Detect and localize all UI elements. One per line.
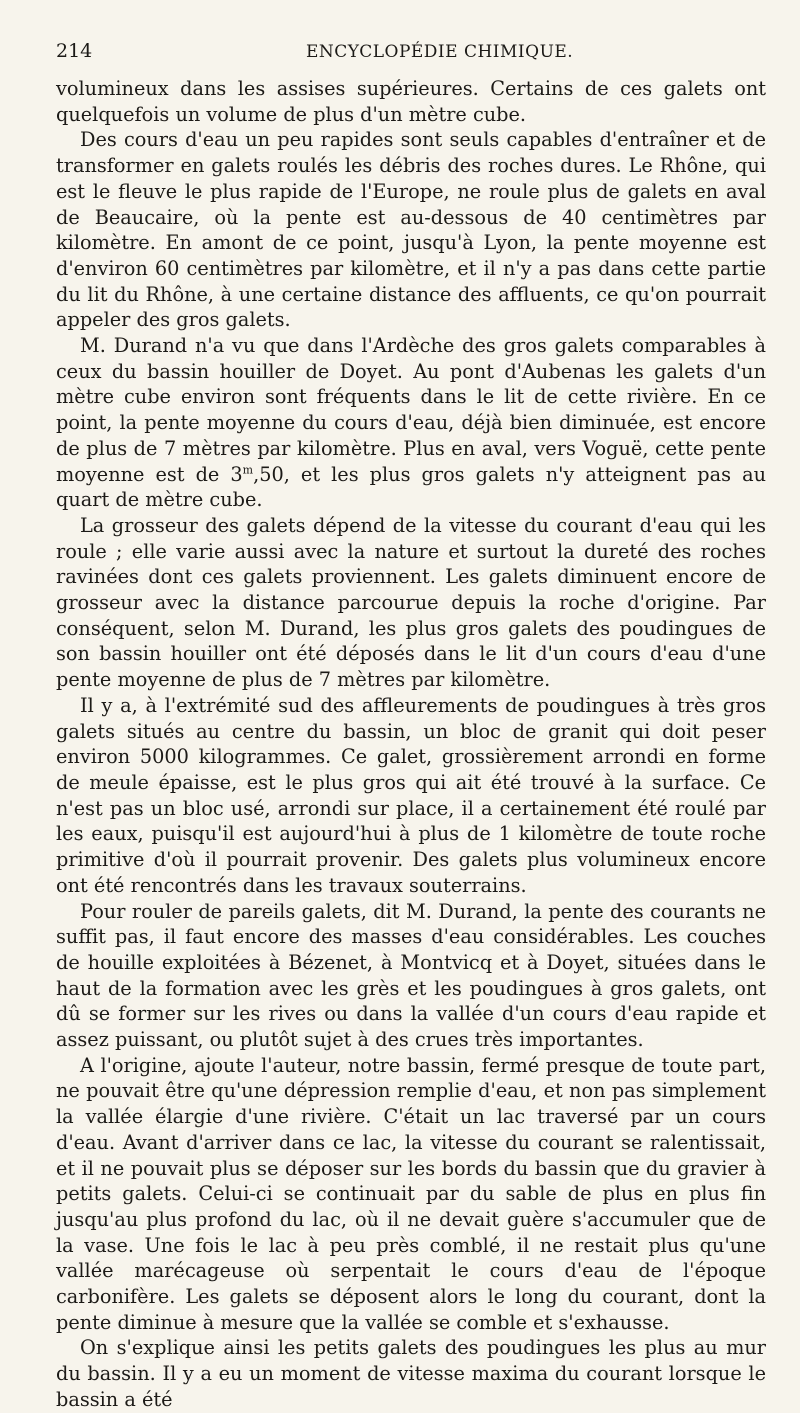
- page-number: 214: [56, 40, 93, 62]
- paragraph: Il y a, à l'extrémité sud des affleurements de poudingues à très gros galets situés au centre du bassin, un bloc de granit qui doit peser environ 5000 kilogrammes. Ce galet, grossièrement arrondi en forme de meule épaisse, est le plus gros qui ait été trouvé à la surface. Ce n'est pas un bloc usé, arrondi sur place, il a certainement été roulé par les eaux, puisqu'il est aujourd'hui à plus de 1 kilomètre de toute roche primitive d'où il pourrait provenir. Des galets plus volumineux encore ont été rencontrés dans les travaux souterrains.: [56, 693, 766, 897]
- paragraph: A l'origine, ajoute l'auteur, notre bassin, fermé presque de toute part, ne pouvait être qu'une dépression remplie d'eau, et non pas simplement la vallée élargie d'une rivière. C'était un lac traversé par un cours d'eau. Avant d'arriver dans ce lac, la vitesse du courant se ralentissait, et il ne pouvait plus se déposer sur les bords du bassin que du gravier à petits galets. Celui-ci se continuait par du sable de plus en plus fin jusqu'au plus profond du lac, où il ne devait guère s'accumuler que de la vase. Une fois le lac à peu près comblé, il ne restait plus qu'une vallée marécageuse où serpentait le cours d'eau de l'époque carbonifère. Les galets se déposent alors le long du courant, dont la pente diminue à mesure que la vallée se comble et s'exhausse.: [56, 1053, 766, 1334]
- paragraph-text-before: M. Durand n'a vu que dans l'Ardèche des gros galets comparables à ceux du bassin houiller de Doyet. Au pont d'Aubenas les galets d'un mètre cube environ sont fréquents dans le lit de cette rivière. En ce point, la pente moyenne du cours d'eau, déjà bien diminuée, est encore de plus de 7 mètres par kilomètre. Plus en aval, vers Voguë, cette pente moyenne est de 3: [56, 334, 766, 486]
- paragraph: Pour rouler de pareils galets, dit M. Durand, la pente des courants ne suffit pas, il faut encore des masses d'eau considérables. Les couches de houille exploitées à Bézenet, à Montvicq et à Doyet, situées dans le haut de la formation avec les grès et les poudingues à gros galets, ont dû se former sur les rives ou dans la vallée d'un cours d'eau rapide et assez puissant, ou plutôt sujet à des crues très importantes.: [56, 899, 766, 1052]
- paragraph: On s'explique ainsi les petits galets des poudingues les plus au mur du bassin. Il y a eu un moment de vitesse maxima du courant lorsque le bassin a été: [56, 1336, 766, 1411]
- paragraph: [56, 333, 766, 513]
- paragraph: La grosseur des galets dépend de la vitesse du courant d'eau qui les roule ; elle varie aussi avec la nature et surtout la dureté des roches ravinées dont ces galets proviennent. Les galets diminuent encore de grosseur avec la distance parcourue depuis la roche d'origine. Par conséquent, selon M. Durand, les plus gros galets des poudingues de son bassin houiller ont été déposés dans le lit d'un cours d'eau d'une pente moyenne de plus de 7 mètres par kilomètre.: [56, 513, 766, 692]
- paragraph: volumineux dans les assises supérieures. Certains de ces galets ont quelquefois un volume de plus d'un mètre cube.: [56, 77, 766, 126]
- page-header: [56, 40, 766, 62]
- paragraph-text-after: ,50, et les plus gros galets n'y atteignent pas au quart de mètre cube.: [56, 462, 766, 512]
- unit-superscript: m: [242, 463, 254, 477]
- body-text: [56, 76, 766, 1413]
- paragraph: Des cours d'eau un peu rapides sont seuls capables d'entraîner et de transformer en galets roulés les débris des roches dures. Le Rhône, qui est le fleuve le plus rapide de l'Europe, ne roule plus de galets en aval de Beaucaire, où la pente est au-dessous de 40 centimètres par kilomètre. En amont de ce point, jusqu'à Lyon, la pente moyenne est d'environ 60 centimètres par kilomètre, et il n'y a pas dans cette partie du lit du Rhône, à une certaine distance des affluents, ce qu'on pourrait appeler des gros galets.: [56, 128, 766, 332]
- running-title: ENCYCLOPÉDIE CHIMIQUE.: [306, 42, 574, 62]
